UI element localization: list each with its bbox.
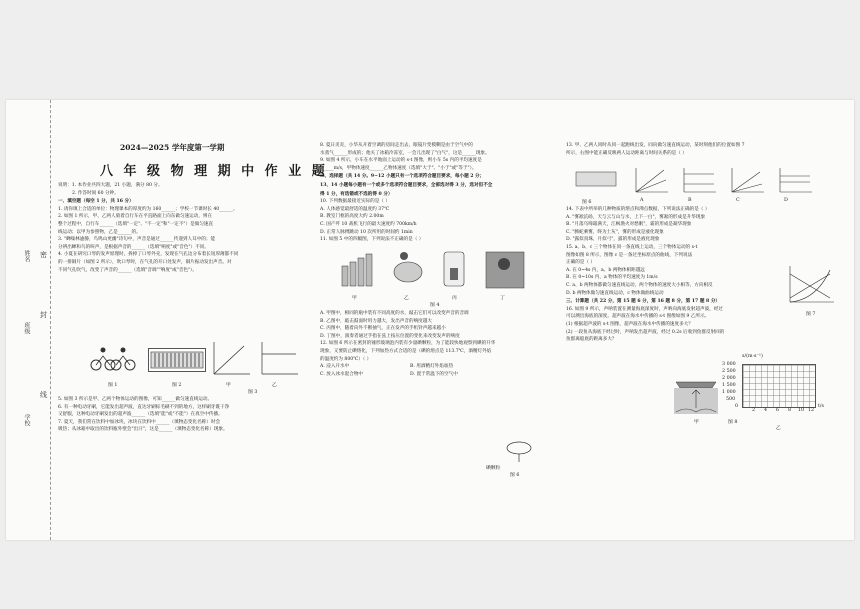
figure-3-caption: 图 3 [248, 390, 258, 395]
figure-7-label: B [688, 198, 692, 203]
option-b: B. 教室门框的高度大约 2.00m [320, 214, 384, 220]
figure-5-label: 乙 [404, 296, 409, 301]
question-text: 线运动；以甲为参照物，乙是______的。 [58, 229, 141, 235]
option-c: C. 国产歼 10 战机飞行的最大速度约 700km/h [320, 221, 417, 227]
question-text: 鱼群离船底的距离多大？ [566, 337, 617, 343]
option-c: C. 丙图中，随着向外不断抽气，正在发声的手机铃声越来越小 [320, 326, 446, 332]
figure-1-caption: 图 1 [108, 383, 118, 388]
y-tick: 3 000 [722, 362, 736, 367]
option-d: D. "露似真珠，月似弓"，露的形成是液化现象 [566, 237, 660, 243]
question-text: 吸热；从冰箱中取出的饮料瓶外壁会"出汗"，这是______（填物态变化名称）现象。 [58, 427, 228, 433]
option-a: A. 人体感觉最舒适的温度约 37℃ [320, 206, 390, 212]
column-1-lower [58, 396, 308, 434]
option-b: B. 乙图中，敲击鼓面时用力越大，发出声音的响度越大 [320, 318, 432, 324]
figure-2-caption: 图 2 [172, 383, 182, 388]
question-text: 所示，右图中能正确反映两人运动距离与时间关系的是（ ） [566, 150, 687, 156]
class-label: 班级 [23, 322, 30, 334]
sonar-figure [672, 372, 720, 416]
figure-9-label: 乙 [776, 426, 781, 431]
option-d: D. 正常人脉搏跳动 10 次所用的时间约 1min [320, 229, 413, 235]
option-b: B. 用酒精灯外焰加热 [410, 364, 454, 370]
question-text: 11. 如图 5 中的四幅图，下列说法不正确的是（ ） [320, 237, 424, 243]
figure-6-caption: 图 6 [582, 200, 592, 205]
question-text: 分辨出蝉和鸟的叫声，是根据声音的______（选填"响度"或"音色"）不同。 [58, 244, 209, 250]
x-tick: 12 [808, 408, 815, 413]
x-tick: 4 [764, 408, 768, 413]
question-text: 12. 如图 6 所示在密封的锤形玻璃泡内装有少量碘颗粒，为了能较快地观察到碘的升华 [320, 341, 496, 347]
question-text: (1) 根据超声波的 s-t 图像，超声波在海水中传播的速度多大？ [566, 321, 693, 327]
column-1 [58, 182, 308, 274]
figure-6-caption: 图 6 [510, 473, 520, 478]
x-tick: 2 [752, 408, 756, 413]
instructions: 说明：1. 本作业共四大题，21 小题，满分 80 分。 [58, 183, 163, 188]
question-text: 16. 如图 9 所示，声呐装置在测量海底深度时，声呐向海底发射超声波，经过 [566, 306, 724, 312]
section-heading: 得 1 分，有选错或不选的得 0 分） [320, 191, 393, 197]
school-year: 2024—2025 学年度第一学期 [120, 143, 225, 152]
y-tick: 0 [735, 404, 739, 409]
chart-grid [742, 364, 816, 408]
x-tick: 10 [798, 408, 805, 413]
option-c: C. 放入冰水混合物中 [320, 371, 364, 377]
figure-7-label: D [784, 198, 788, 203]
option-d: D. b 两物体做匀速直线运动，c 物体做曲线运动 [566, 290, 664, 296]
page-title: 八 年 级 物 理 期 中 作 业 题 [100, 164, 328, 179]
figure-8-graph [786, 264, 836, 308]
name-label: 姓名 [23, 250, 30, 262]
seal-mark: 密 [40, 251, 47, 259]
option-c: C. a、b 两物体都做匀速直线运动，两个物体的速度大小相等，方向相反 [566, 282, 713, 288]
school-label: 学校 [23, 414, 30, 426]
question-text: 1. 请你填上合适的单位：物理课本的厚度约为 160______；学校一节课时长 40______。 [58, 206, 238, 212]
iodine-bulb-figure [504, 440, 534, 464]
question-text: 的一排铜片（如图 2 所示），吹口琴时，在气孔的开口处发声，铜片振动发出声音。对 [58, 259, 232, 265]
seal-mark: 封 [40, 311, 47, 319]
question-text: 8. 夏日炎炎，小华从开着空调的房间走出去，眼镜片变模糊是由于空气中的 [320, 143, 473, 148]
figure-7-label: C [736, 198, 740, 203]
figure-3-label: 乙 [272, 383, 277, 388]
y-tick: 2 000 [722, 376, 736, 381]
seal-mark: 线 [40, 391, 47, 399]
y-tick: 2 500 [722, 369, 736, 374]
section-heading: 二、选择题（共 14 分。9~12 小题只有一个选项符合题目要求，每小题 2 分； [320, 174, 485, 180]
figure-7-caption: 图 7 [806, 312, 816, 317]
iodine-label: 碘颗粒 [486, 466, 501, 471]
question-text: 10. 下列数据最接近实际的是（ ） [320, 199, 390, 205]
x-tick: 6 [776, 408, 780, 413]
section-heading: 三、计算题（共 22 分，第 15 题 6 分，第 16 题 8 分，第 17 题 8 分） [566, 299, 721, 305]
option-d: D. 置于常温下的空气中 [410, 371, 458, 377]
bicycle-figure [88, 344, 136, 372]
question-text: 不同气孔吹气，改变了声音的______（选填"音调""响度"或"音色"）。 [58, 267, 198, 273]
option-b: B. 在 0~10s 内，a 物体的平均速度为 1m/s [566, 275, 658, 281]
question-text: 13. 甲、乙两人同时从同一起跑线出发，同向做匀速直线运动，某时刻他们的位置如图 7 [566, 143, 745, 148]
chart-y-label: s/(m·s⁻¹) [742, 354, 763, 359]
figure-3-label: 甲 [226, 383, 231, 388]
question-text: 水蒸气______形成的；他关了冰箱冷冻室，一会儿出现了"白气"，这是______现象。 [320, 150, 490, 156]
x-tick: 8 [788, 408, 792, 413]
question-text: 9. 如图 4 所示，小车在水平地面上运动的 s-t 图像，则小车 5s 内的平均速度是 [320, 158, 482, 164]
question-text: 5. 如图 3 所示是甲、乙两个物体运动的图像，可知______做匀速直线运动。 [58, 397, 213, 402]
figure-4-caption: 图 4 [430, 303, 440, 308]
question-text: 又舒服，这种电动牙刷发出的超声波______（选填"能"或"不能"）在真空中传播。 [58, 412, 223, 418]
chart-x-label: t/s [818, 404, 825, 409]
question-text: 可以测出海底的深度。超声波在海水中传播的 s-t 图像如图 9 乙所示。 [566, 314, 710, 320]
question-text: 4. 小夏在研究口琴的发声原理时，拆掉了口琴外壳，发现在气孔边分布着长短厚薄都不同 [58, 252, 239, 258]
figure-8-caption: 图 8 [728, 420, 738, 425]
question-text: (2) 一段鱼从海底下经过时，声呐发出超声波，经过 0.2s 后收到鱼群反射回的 [566, 329, 725, 335]
option-a: A. 浸入开水中 [320, 364, 350, 370]
option-a: A. "雾凇沆砀，天与云与山与水，上下一白"，雾凇的形成是升华现象 [566, 214, 706, 220]
column-2-lower [320, 310, 560, 378]
question-text: 14. 下表中所举的几种物质的熔点和沸点数据，下列说法正确的是（ ） [566, 207, 710, 212]
option-a: A. 甲图中，相同的瓶中装有不同高度的水，敲击它们可以改变声音的音调 [320, 311, 469, 316]
y-tick: 1 000 [722, 390, 736, 395]
figure-9-label: 甲 [694, 420, 699, 425]
section-heading: 13、14 小题每小题有一个或多个选项符合题目要求，全部选对得 3 分，选对但不全 [320, 182, 493, 188]
question-text: 2. 如图 1 所示，甲、乙两人骑着自行车在平直路面上向东做匀速运动，则在 [58, 214, 213, 220]
question-text: 的温度约为 800℃）（ ） [320, 356, 372, 362]
column-2 [320, 142, 560, 244]
instructions: 2. 作答时间 60 分钟。 [72, 190, 119, 196]
column-3 [566, 142, 836, 157]
binding-strip [6, 100, 51, 540]
option-d: D. 丁图中，演奏者通过手指在弦上按压位置的变化来改变发声的响度 [320, 333, 460, 339]
option-a: A. 在 0~4s 内，a、b 两物体相距越远 [566, 267, 645, 273]
figure-9-chart [722, 354, 826, 418]
y-tick: 500 [726, 397, 736, 402]
question-text: ______m/s，甲物体速度______乙物体速度（选填"大于"、"小于"或"等于"）。 [320, 165, 477, 171]
figure-5-label: 甲 [352, 296, 357, 301]
figure-3-graphs [210, 340, 300, 378]
figure-7-label: A [640, 198, 644, 203]
question-text: 6. 有一种电动牙刷，它能发出超声波，直达牙刷棕毛刷不到的地方，这样刷牙既干净 [58, 404, 230, 410]
figure-5-label: 丁 [500, 296, 505, 301]
question-text: 15. a、b、c 三个物体在同一条直线上运动，三个物体运动的 s-t [566, 244, 698, 250]
option-c: C. "腾蛇乘雾，终为土灰"，雾的形成是液化现象 [566, 229, 664, 235]
question-text: 7. 夏天，我们常在饮料中加冰块，冰块在饮料中______（填物态变化名称）时会 [58, 419, 221, 425]
option-b: B. "月落乌啼霜满天，江枫渔火对愁眠"，霜的形成是凝华现象 [566, 222, 692, 228]
question-text: 3. "蝉噪林逾静，鸟鸣山更幽"诗句中，声音是通过______传递到人耳中的；能 [58, 237, 216, 243]
question-text: 整个过程中，自行车______（选填"一定"、"不一定"和"一定不"）是做匀速直 [58, 221, 214, 227]
question-text: 正确的是（ ） [566, 260, 596, 266]
question-text: 现象，又要防止碘熔化，下列加热方式合适的是（碘的熔点是 113.7℃，酒精灯外焰 [320, 348, 492, 354]
y-tick: 1 500 [722, 383, 736, 388]
question-text: 图像如图 8 所示，图像 c 是一条过坐标原点的曲线，下列说法 [566, 252, 693, 258]
figure-5-label: 丙 [452, 296, 457, 301]
section-heading: 一、填空题（每空 1 分，共 16 分） [58, 199, 134, 205]
figure-5-images [340, 248, 530, 292]
harmonica-figure [148, 348, 206, 372]
figure-7-graphs [574, 164, 814, 196]
